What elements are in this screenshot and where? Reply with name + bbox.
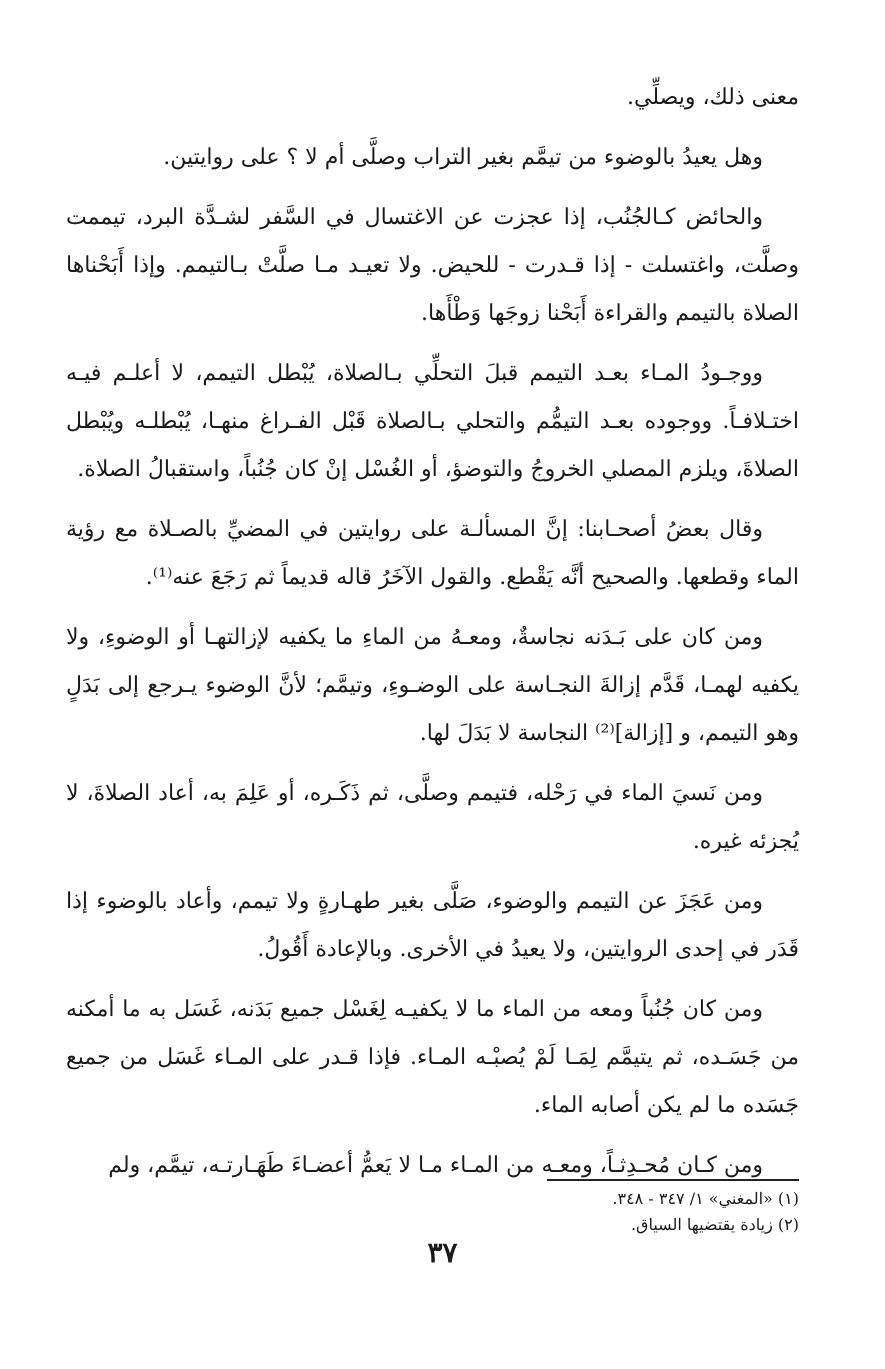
paragraph: ومن نَسيَ الماء في رَحْله، فتيمم وصلَّى، ثم ذَكَـره، أو عَلِمَ به، أعاد الصلاةَ، لا يُجزئه غيره.	[66, 781, 799, 854]
footnote: (١) «المغني» ١/ ٣٤٧ - ٣٤٨.	[612, 1189, 799, 1208]
page-number: ٣٧	[427, 1236, 458, 1269]
footnote-divider	[547, 1179, 799, 1181]
footnote: (٢) زيادة يقتضيها السياق.	[630, 1215, 799, 1234]
paragraph: وقال بعضُ أصحـابنا: إنَّ المسألـة على روايتين في المضيِّ بالصـلاة مع رؤية الماء وقطعها. والصحيح أنَّه يَقْطع. والقول الآخَرُ قاله قديماً ثم رَجَعَ عنه⁽¹⁾.	[66, 517, 799, 590]
paragraph: معنى ذلك، ويصلِّي.	[627, 85, 799, 110]
paragraph: ومن عَجَزَ عن التيمم والوضوء، صَلَّى بغير طهـارةٍ ولا تيمم، وأعاد بالوضوء إذا قَدَر في إحدى الروايتين، ولا يعيدُ في الأخرى. وبالإعادة أَقُولُ.	[66, 889, 799, 962]
paragraph: ومن كان جُنُباً ومعه من الماء ما لا يكفيـه لِغَسْل جميع بَدَنه، غَسَل به ما أمكنه من جَسَـده، ثم يتيمَّم لِمَـا لَمْ يُصبْـه المـاء. فإذا قـدر على المـاء غَسَل من جميع جَسَده ما لم يكن أصابه الماء.	[66, 997, 799, 1118]
main-text	[66, 74, 799, 1202]
paragraph: وهل يعيدُ بالوضوء من تيمَّم بغير التراب وصلَّى أم لا ؟ على روايتين.	[163, 145, 763, 170]
paragraph: ومن كـان مُحـدِثـاً، ومعـه من المـاء مـا لا يَعمُّ أعضـاءَ طَهَـارتـه، تيمَّم، ولم	[108, 1153, 763, 1178]
paragraph: ومن كان على بَـدَنه نجاسةٌ، ومعـهُ من الماءِ ما يكفيه لإزالتهـا أو الوضوءِ، ولا يكفيه لهمـا، قَدَّم إزالةَ النجـاسة على الوضـوءِ، وتيمَّم؛ لأنَّ الوضوء يـرجع إلى بَدَلٍ وهو التيمم، و [إزالة]⁽²⁾ النجاسة لا بَدَلَ لها.	[66, 625, 799, 746]
footnotes	[300, 1186, 799, 1238]
paragraph: ووجـودُ المـاء بعـد التيمم قبلَ التحلِّي بـالصلاة، يُبْطل التيمم، لا أعلـم فيـه اختـلافـاً. ووجوده بعـد التيمُّم والتحلي بـالصلاة قَبْل الفـراغ منهـا، يُبْطلـه ويُبْطل الصلاةَ، ويلزم المصلي الخروجُ والتوضؤ، أو الغُسْل إنْ كان جُنُباً، واستقبالُ الصلاة.	[66, 361, 799, 482]
paragraph: والحائض كـالجُنُب، إذا عجزت عن الاغتسال في السَّفر لشـدَّة البرد، تيممت وصلَّت، واغتسلت - إذا قـدرت - للحيض. ولا تعيـد مـا صلَّتْ بـالتيمم. وإذا أَبَحْناها الصلاة بالتيمم والقراءة أَبَحْنا زوجَها وَطْأَها.	[66, 205, 799, 326]
